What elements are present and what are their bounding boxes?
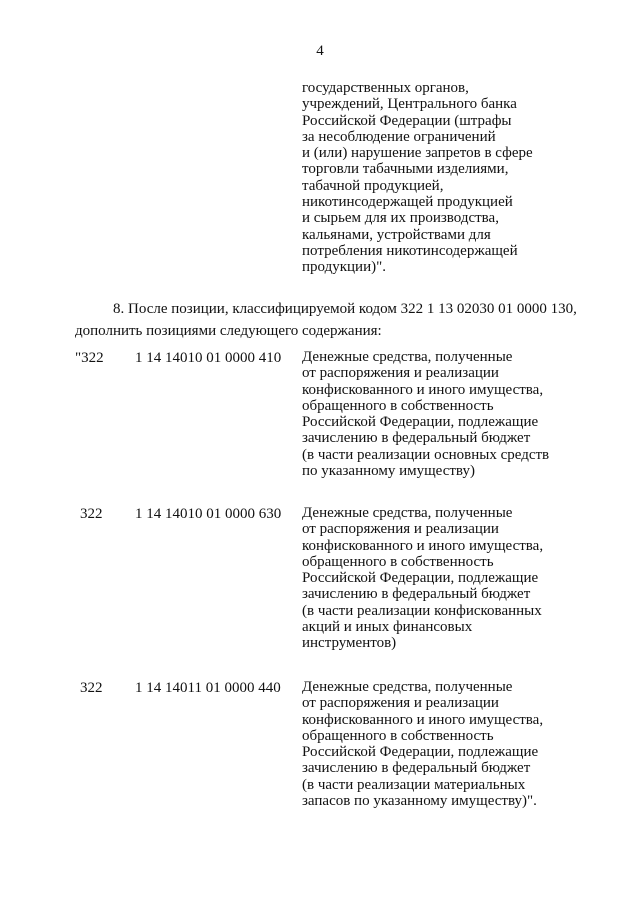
entry-description <box>302 505 543 652</box>
continuation-text <box>302 80 533 276</box>
amendment-paragraph <box>75 298 575 342</box>
continuation-line: торговли табачными изделиями, <box>302 161 509 178</box>
entry-line: запасов по указанному имуществу)". <box>302 793 537 810</box>
entry-line: от распоряжения и реализации <box>302 365 499 382</box>
continuation-line: табачной продукцией, <box>302 177 444 194</box>
entry-line: зачислению в федеральный бюджет <box>302 760 531 777</box>
entry-line: акций и иных финансовых <box>302 619 473 636</box>
entry-admin-code: 322 <box>80 506 103 522</box>
continuation-line: Российской Федерации (штрафы <box>302 112 512 129</box>
entry-line: инструментов) <box>302 635 397 652</box>
entry-line: обращенного в собственность <box>302 727 494 744</box>
entry-admin-code: 322 <box>80 680 103 696</box>
entry-line: от распоряжения и реализации <box>302 521 499 538</box>
entry-line: зачислению в федеральный бюджет <box>302 430 531 447</box>
continuation-line: потребления никотинсодержащей <box>302 242 518 259</box>
continuation-line: государственных органов, <box>302 80 469 96</box>
entry-line: конфискованного и иного имущества, <box>302 711 544 728</box>
entry-line: Денежные средства, полученные <box>302 349 513 365</box>
entry-line: (в части реализации основных средств <box>302 446 550 463</box>
page-number: 4 <box>316 43 324 59</box>
continuation-line: и (или) нарушение запретов в сфере <box>302 145 533 162</box>
entry-line: Денежные средства, полученные <box>302 679 513 695</box>
paragraph-line: 8. После позиции, классифицируемой кодом 322 1 13 02030 01 0000 130, <box>113 301 577 317</box>
entry-line: конфискованного и иного имущества, <box>302 381 544 398</box>
continuation-line: за несоблюдение ограничений <box>302 128 496 145</box>
entry-admin-code: "322 <box>75 350 104 366</box>
entry-line: зачислению в федеральный бюджет <box>302 586 531 603</box>
continuation-line: и сырьем для их производства, <box>302 210 499 227</box>
entry-kbk-code: 1 14 14010 01 0000 410 <box>135 350 282 366</box>
entry-line: (в части реализации конфискованных <box>302 602 542 619</box>
entry-line: Российской Федерации, подлежащие <box>302 744 539 761</box>
paragraph-line: дополнить позициями следующего содержания: <box>75 323 382 339</box>
continuation-line: учреждений, Центрального банка <box>302 96 517 113</box>
entry-kbk-code: 1 14 14010 01 0000 630 <box>135 506 282 522</box>
entry-kbk-code: 1 14 14011 01 0000 440 <box>135 680 281 696</box>
continuation-line: никотинсодержащей продукцией <box>302 194 513 211</box>
entry-line: обращенного в собственность <box>302 553 494 570</box>
entry-description <box>302 679 543 809</box>
entry-line: конфискованного и иного имущества, <box>302 537 544 554</box>
entry-line: Российской Федерации, подлежащие <box>302 414 539 431</box>
entry-line: Российской Федерации, подлежащие <box>302 570 539 587</box>
continuation-line: продукции)". <box>302 259 386 276</box>
entry-line: (в части реализации материальных <box>302 776 526 793</box>
entry-line: обращенного в собственность <box>302 397 494 414</box>
entry-description <box>302 349 549 479</box>
entry-line: от распоряжения и реализации <box>302 695 499 712</box>
entry-line: Денежные средства, полученные <box>302 505 513 521</box>
entry-line: по указанному имуществу) <box>302 463 475 480</box>
continuation-line: кальянами, устройствами для <box>302 226 491 243</box>
